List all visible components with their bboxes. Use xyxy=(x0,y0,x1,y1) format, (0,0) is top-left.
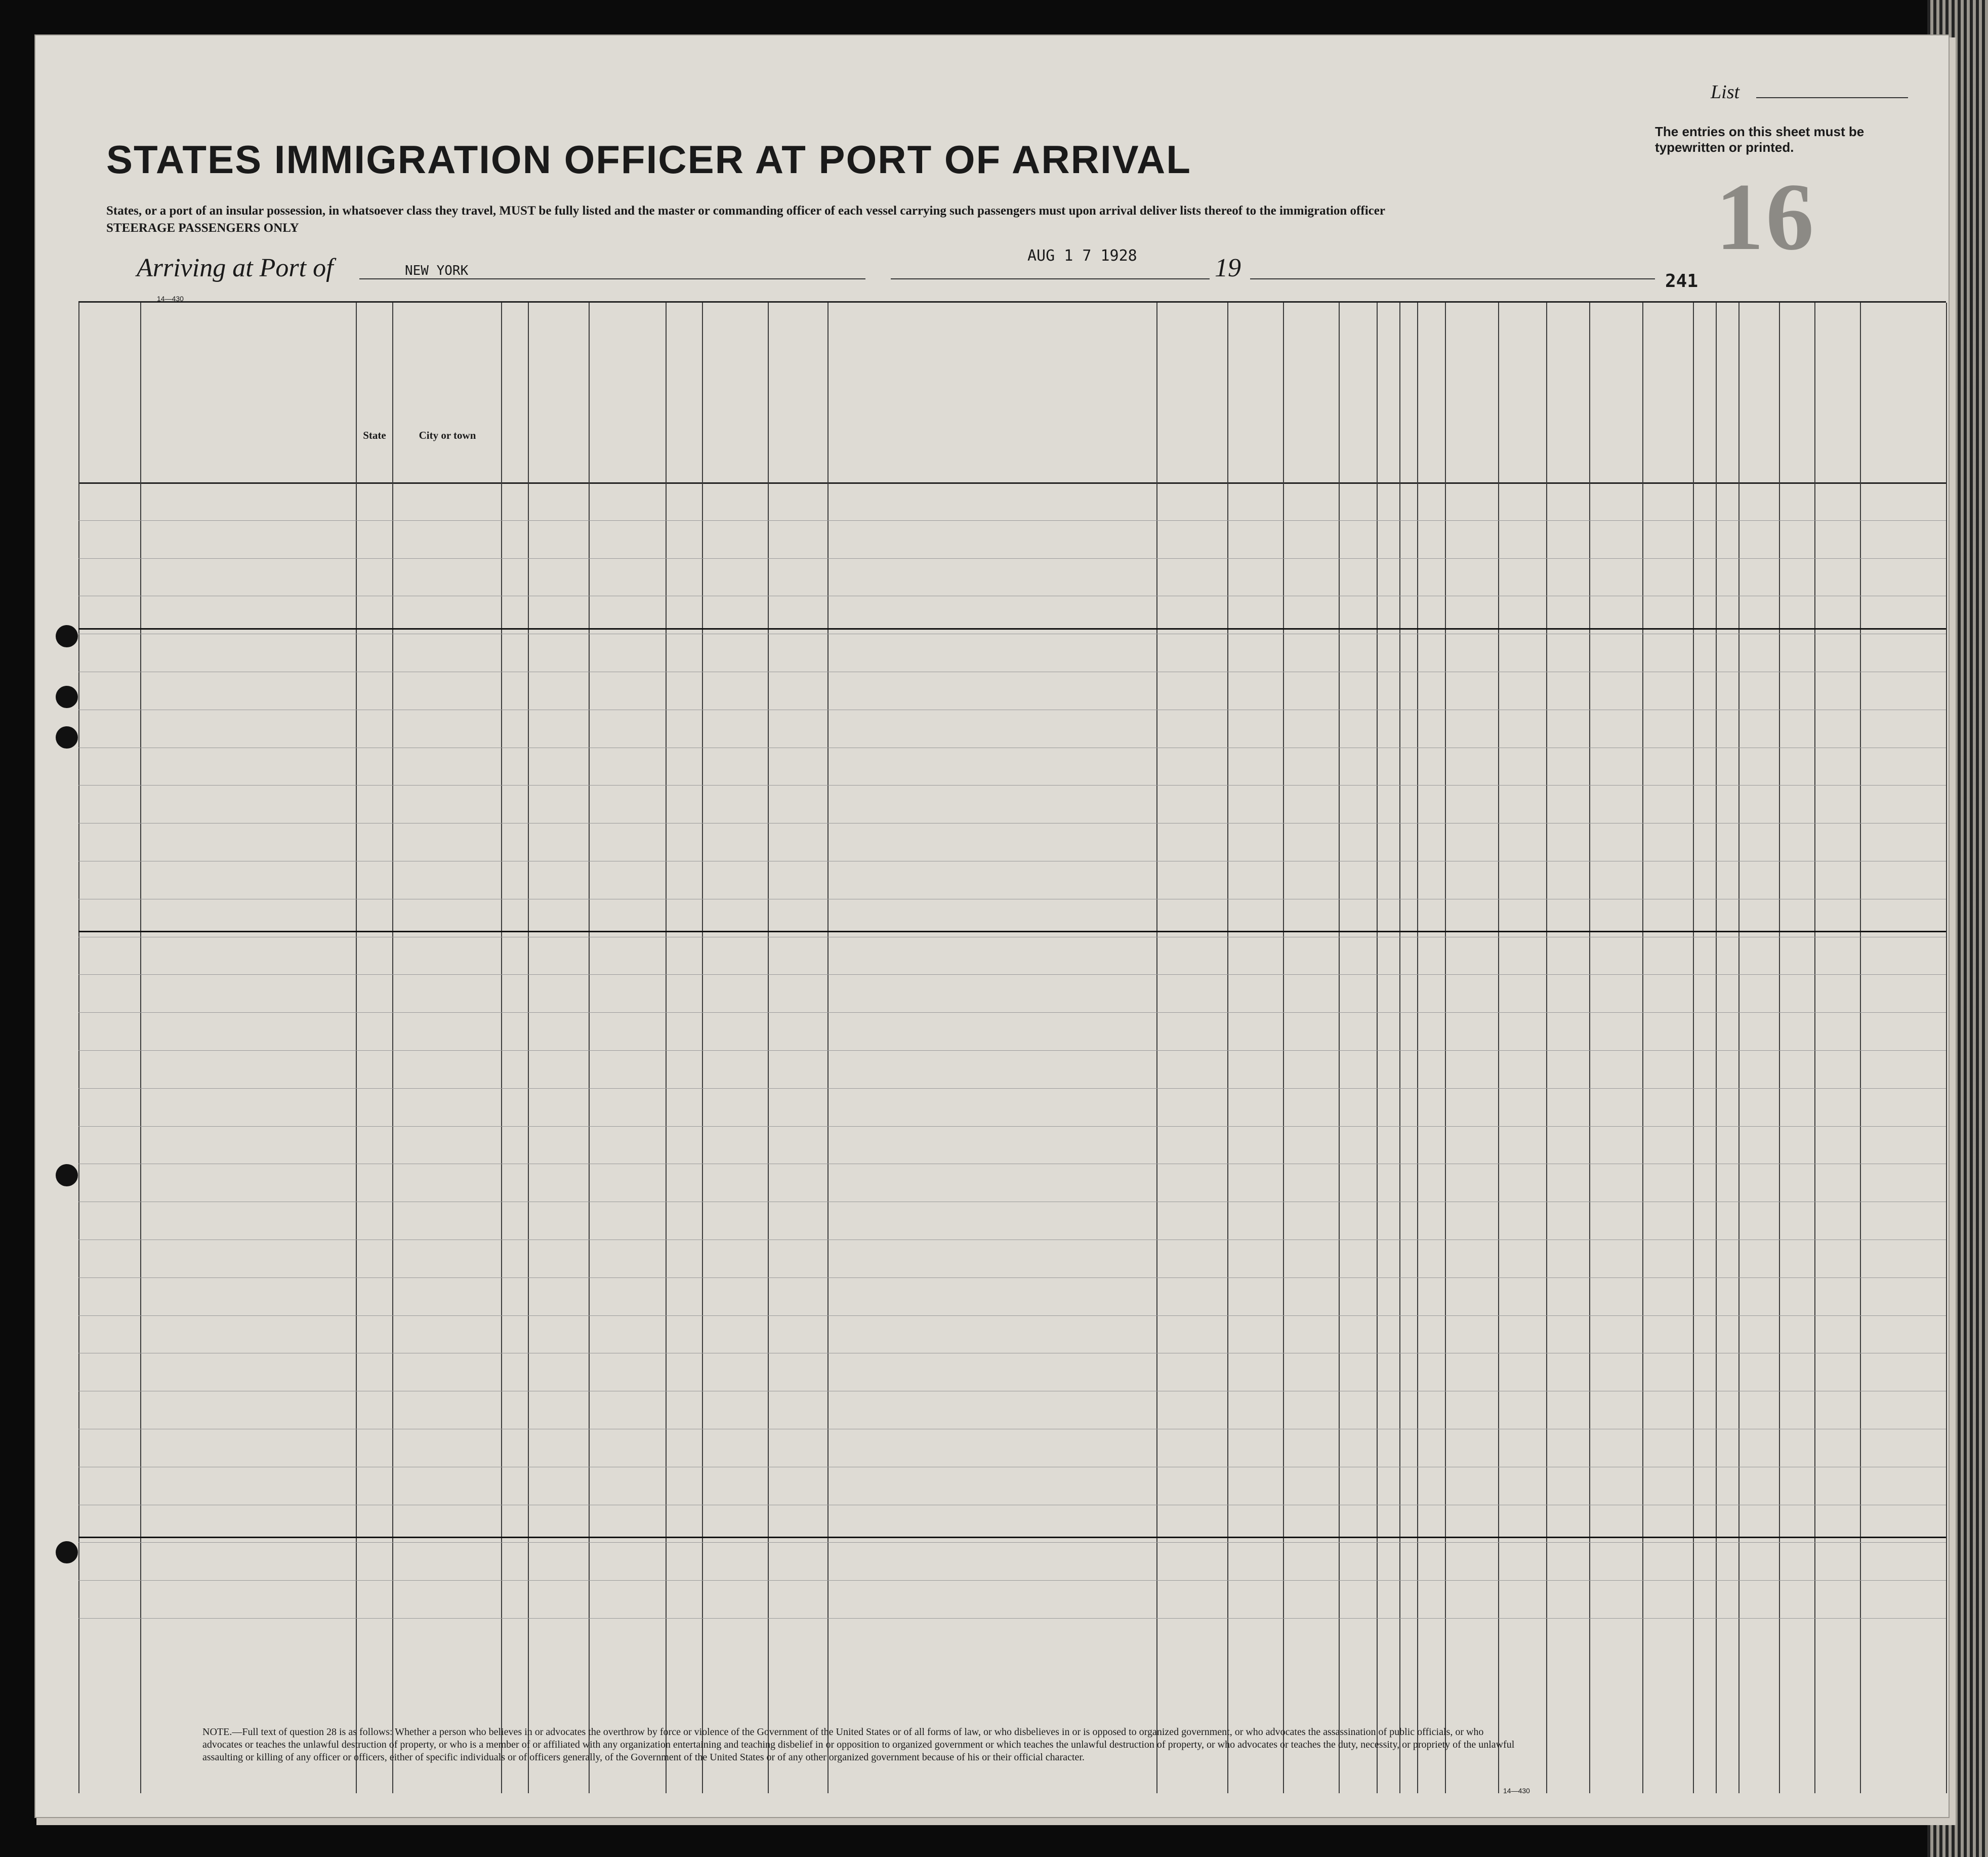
row-rule xyxy=(78,1126,1946,1127)
row-rule xyxy=(78,1012,1946,1013)
binder-hole xyxy=(56,1164,78,1186)
row-rule xyxy=(78,785,1946,786)
section-rule xyxy=(78,628,1946,630)
section-rule xyxy=(78,1537,1946,1538)
column-header xyxy=(1379,338,1397,475)
year-handwritten: 241 xyxy=(1665,271,1699,292)
column-header xyxy=(1401,338,1415,475)
date-stamp: AUG 1 7 1928 xyxy=(1027,247,1137,265)
row-rule xyxy=(78,1088,1946,1089)
column-subheader xyxy=(1285,358,1336,475)
form-code-bottom: 14—430 xyxy=(1503,1787,1530,1795)
column-rule xyxy=(1693,303,1694,1793)
manifest-sheet xyxy=(35,35,1949,1817)
column-header xyxy=(1591,338,1640,475)
column-rule xyxy=(528,303,529,1793)
column-rule xyxy=(1589,303,1590,1793)
column-rule xyxy=(1283,303,1284,1793)
row-rule xyxy=(78,974,1946,975)
page-subtitle xyxy=(106,202,1665,237)
row-rule xyxy=(78,520,1946,521)
column-header xyxy=(1644,338,1691,475)
row-rule xyxy=(78,1542,1946,1543)
year-line xyxy=(1250,278,1655,279)
sheet-number: 16 xyxy=(1716,164,1816,270)
column-subheader xyxy=(1158,358,1224,475)
column-rule xyxy=(666,303,667,1793)
row-rule xyxy=(78,1580,1946,1581)
column-rule xyxy=(1738,303,1740,1793)
column-rule xyxy=(1399,303,1400,1793)
column-rule xyxy=(1227,303,1228,1793)
list-number-line xyxy=(1756,97,1908,98)
column-rule xyxy=(1642,303,1643,1793)
column-rule xyxy=(1716,303,1717,1793)
list-label: List xyxy=(1711,81,1740,103)
row-rule xyxy=(78,1618,1946,1619)
manifest-table xyxy=(78,301,1946,1796)
footnote: NOTE.—Full text of question 28 is as follows: Whether a person who believes in or advocates the overthrow by force or violence of the Government of the United States or of all forms of law, or who disbelieves in or is opposed to organized government, or who advocates the assassination of public officials, or who advocates or teaches the unlawful destruction of property, or who is a member of or affiliated with any organization entertaining and teaching disbelief in or opposition to organized government or which teaches the unlawful destruction of property, or who advocates or teaches the duty, necessity, or propriety of the unlawful assaulting or killing of any officer or officers, either of specific individuals or of officers generally, of the Government of the United States or of any other organized government because of his or their official character. xyxy=(202,1726,1515,1763)
binder-hole xyxy=(56,726,78,749)
date-line xyxy=(891,278,1210,279)
column-rule xyxy=(589,303,590,1793)
row-rule xyxy=(78,1050,1946,1051)
subtitle-line-1: States, or a port of an insular possession, in whatsoever class they travel, MUST be fully listed and the master or commanding officer of each vessel carrying such passengers must upon arrival deliver lists thereof to the immigration officer xyxy=(106,204,1385,218)
column-rule xyxy=(1498,303,1499,1793)
column-rule xyxy=(1445,303,1446,1793)
column-rule xyxy=(1946,303,1947,1793)
column-rule xyxy=(1546,303,1547,1793)
column-subheader: City or town xyxy=(419,429,476,441)
column-rule xyxy=(827,303,829,1793)
column-rule xyxy=(1156,303,1157,1793)
form-code-top: 14—430 xyxy=(157,295,184,303)
page-title: STATES IMMIGRATION OFFICER AT PORT OF ARRIVAL xyxy=(106,137,1191,182)
column-rule xyxy=(501,303,502,1793)
column-header xyxy=(1500,338,1544,475)
year-prefix: 19 xyxy=(1215,254,1241,282)
column-rule xyxy=(1860,303,1861,1793)
column-rule xyxy=(1779,303,1780,1793)
column-subheader: State xyxy=(363,429,386,441)
column-rule xyxy=(78,303,79,1793)
column-rule xyxy=(356,303,357,1793)
column-rule xyxy=(140,303,141,1793)
column-rule xyxy=(1814,303,1815,1793)
column-rule xyxy=(702,303,703,1793)
section-rule xyxy=(78,931,1946,932)
column-header xyxy=(1695,338,1736,475)
row-rule xyxy=(78,1315,1946,1316)
column-rule xyxy=(1377,303,1378,1793)
row-rule xyxy=(78,1277,1946,1278)
port-value: NEW YORK xyxy=(405,263,469,278)
arriving-label: Arriving at Port of xyxy=(137,254,334,282)
binder-hole xyxy=(56,625,78,647)
column-rule xyxy=(1339,303,1340,1793)
row-rule xyxy=(78,558,1946,559)
subtitle-line-2: STEERAGE PASSENGERS ONLY xyxy=(106,221,299,235)
column-rule xyxy=(392,303,393,1793)
port-line xyxy=(359,278,865,279)
column-header xyxy=(1341,338,1375,475)
binder-hole xyxy=(56,686,78,708)
column-header xyxy=(503,338,526,475)
column-rule xyxy=(768,303,769,1793)
column-subheader xyxy=(1229,358,1280,475)
binder-hole xyxy=(56,1541,78,1563)
column-rule xyxy=(1417,303,1418,1793)
typewritten-notice: The entries on this sheet must be typewritten or printed. xyxy=(1655,124,1865,155)
column-header xyxy=(1548,338,1587,475)
